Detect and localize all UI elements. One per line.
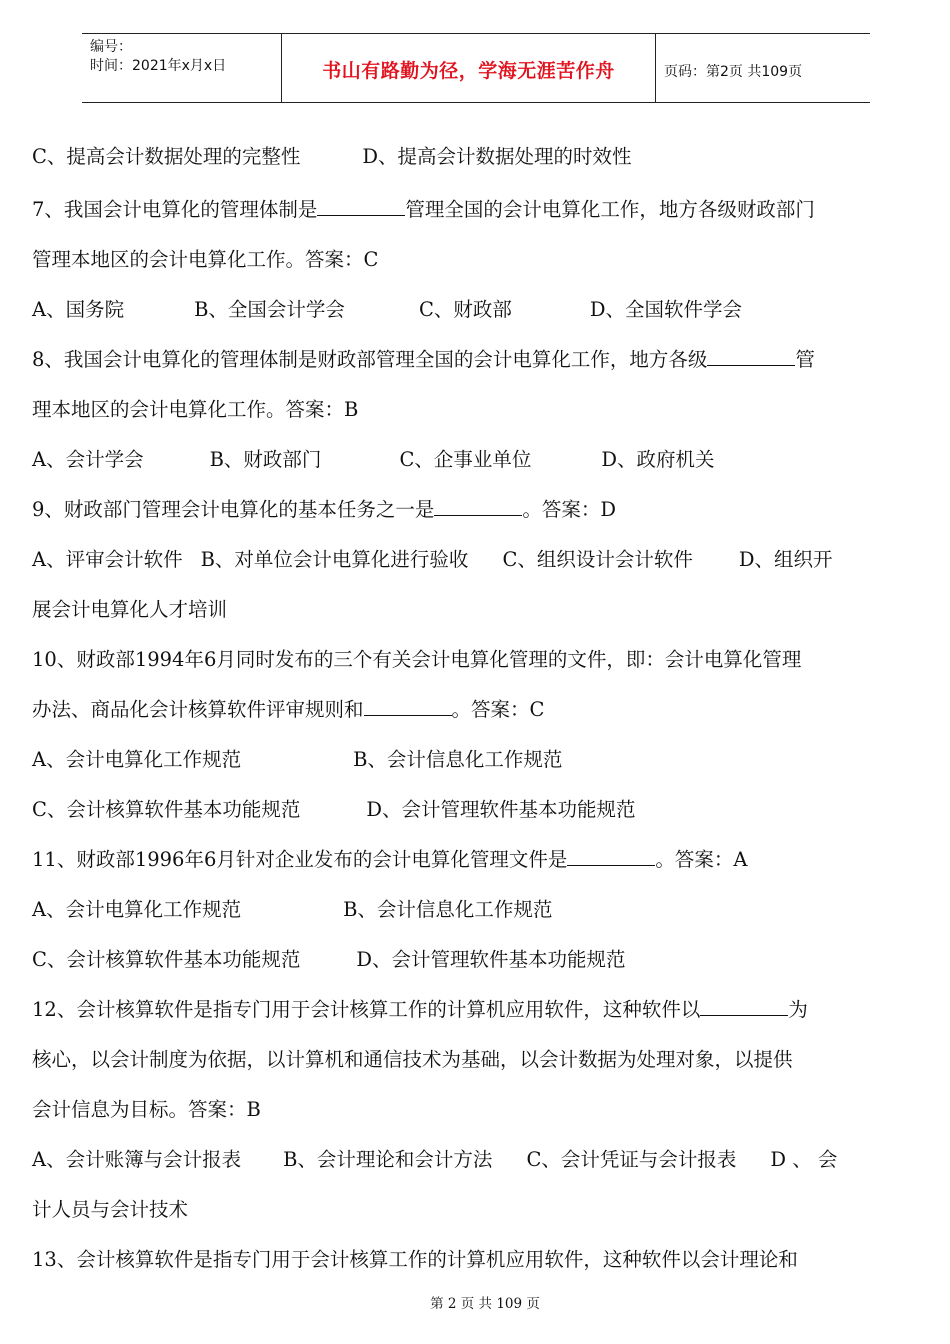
header-divider xyxy=(655,34,656,102)
page-header xyxy=(82,33,870,103)
answer-blank xyxy=(707,347,795,366)
options-line: A、会计电算化工作规范 B、会计信息化工作规范 xyxy=(32,898,553,921)
header-motto: 书山有路勤为径，学海无涯苦作舟 xyxy=(322,60,615,82)
question-12: 12、会计核算软件是指专门用于会计核算工作的计算机应用软件，这种软件以 为 xyxy=(32,998,808,1021)
header-meta xyxy=(90,38,226,76)
text-line: 办法、商品化会计核算软件评审规则和 。答案：C xyxy=(32,698,545,721)
question-8: 8、我国会计电算化的管理体制是财政部管理全国的会计电算化工作，地方各级 管 xyxy=(32,348,815,371)
text-line: C、提高会计数据处理的完整性 D、提高会计数据处理的时效性 xyxy=(32,145,632,168)
answer-blank xyxy=(567,847,655,866)
options-line: A、评审会计软件 B、对单位会计电算化进行验收 C、组织设计会计软件 D、组织开 xyxy=(32,548,833,571)
page-footer: 第 2 页 共 109 页 xyxy=(430,1296,540,1312)
text-line: 理本地区的会计电算化工作。答案：B xyxy=(32,398,359,421)
text-line: 核心，以会计制度为依据，以计算机和通信技术为基础，以会计数据为处理对象，以提供 xyxy=(32,1048,793,1071)
answer-blank xyxy=(700,997,788,1016)
options-line: C、会计核算软件基本功能规范 D、会计管理软件基本功能规范 xyxy=(32,798,636,821)
question-13: 13、会计核算软件是指专门用于会计核算工作的计算机应用软件，这种软件以会计理论和 xyxy=(32,1248,798,1271)
text-line: 计人员与会计技术 xyxy=(32,1198,189,1221)
options-line: C、会计核算软件基本功能规范 D、会计管理软件基本功能规范 xyxy=(32,948,626,971)
text-line: 展会计电算化人才培训 xyxy=(32,598,228,621)
question-11: 11、财政部1996年6月针对企业发布的会计电算化管理文件是 。答案：A xyxy=(32,848,748,871)
options-line: A、会计学会 B、财政部门 C、企事业单位 D、政府机关 xyxy=(32,448,715,471)
code-label: 编号： xyxy=(90,39,132,55)
question-7: 7、我国会计电算化的管理体制是 管理全国的会计电算化工作，地方各级财政部门 xyxy=(32,198,815,221)
answer-blank xyxy=(317,197,405,216)
text-line: 管理本地区的会计电算化工作。答案：C xyxy=(32,248,379,271)
text-line: 会计信息为目标。答案：B xyxy=(32,1098,261,1121)
answer-blank xyxy=(364,697,452,716)
options-line: A、会计账簿与会计报表 B、会计理论和会计方法 C、会计凭证与会计报表 D 、 会 xyxy=(32,1148,838,1171)
header-page-info: 页码：第2页 共109页 xyxy=(664,64,803,80)
date-label: 时间：2021年x月x日 xyxy=(90,58,227,74)
options-line: A、国务院 B、全国会计学会 C、财政部 D、全国软件学会 xyxy=(32,298,742,321)
options-line: A、会计电算化工作规范 B、会计信息化工作规范 xyxy=(32,748,563,771)
question-10: 10、财政部1994年6月同时发布的三个有关会计电算化管理的文件，即：会计电算化管理 xyxy=(32,648,802,671)
question-9: 9、财政部门管理会计电算化的基本任务之一是 。答案：D xyxy=(32,498,617,521)
answer-blank xyxy=(434,497,522,516)
